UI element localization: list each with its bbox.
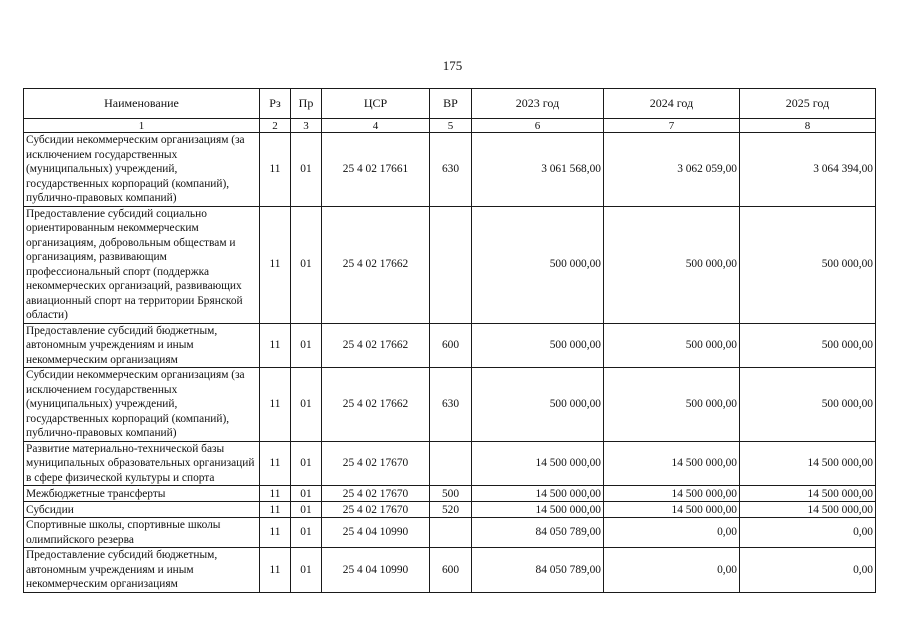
row-csr: 25 4 02 17662	[322, 368, 430, 442]
table-row	[24, 206, 876, 323]
row-rz: 11	[260, 206, 291, 323]
row-pr: 01	[291, 206, 322, 323]
row-rz: 11	[260, 323, 291, 368]
row-2023: 3 061 568,00	[472, 133, 604, 207]
column-number: 4	[322, 119, 430, 133]
row-rz: 11	[260, 548, 291, 593]
row-2023: 500 000,00	[472, 368, 604, 442]
row-rz: 11	[260, 502, 291, 518]
row-2024: 500 000,00	[604, 323, 740, 368]
row-vr: 630	[430, 133, 472, 207]
row-name: Предоставление субсидий социально ориентированным некоммерческим организациям, добровольным обществам и организациям, развивающим профессиональный спорт (поддержка некоммерческих организаций, развивающих авиационный спорт на территории Брянской области)	[24, 206, 260, 323]
row-vr: 600	[430, 323, 472, 368]
row-rz: 11	[260, 368, 291, 442]
row-2024: 0,00	[604, 518, 740, 548]
table-row	[24, 486, 876, 502]
column-number: 5	[430, 119, 472, 133]
row-name: Предоставление субсидий бюджетным, автономным учреждениям и иным некоммерческим организациям	[24, 323, 260, 368]
header-cell-pr: Пр	[291, 89, 322, 119]
row-2023: 14 500 000,00	[472, 502, 604, 518]
row-pr: 01	[291, 368, 322, 442]
row-pr: 01	[291, 502, 322, 518]
row-pr: 01	[291, 133, 322, 207]
row-2025: 0,00	[740, 548, 876, 593]
header-cell-rz: Рз	[260, 89, 291, 119]
row-2025: 500 000,00	[740, 368, 876, 442]
table-row	[24, 133, 876, 207]
row-vr: 600	[430, 548, 472, 593]
row-2025: 14 500 000,00	[740, 441, 876, 486]
row-2024: 14 500 000,00	[604, 441, 740, 486]
row-name: Субсидии некоммерческим организациям (за исключением государственных (муниципальных) учреждений, государственных корпораций (компаний), публично-правовых компаний)	[24, 133, 260, 207]
row-csr: 25 4 02 17662	[322, 323, 430, 368]
row-2024: 14 500 000,00	[604, 486, 740, 502]
row-vr: 630	[430, 368, 472, 442]
row-vr	[430, 441, 472, 486]
column-number: 3	[291, 119, 322, 133]
row-2023: 14 500 000,00	[472, 441, 604, 486]
column-number: 6	[472, 119, 604, 133]
row-vr: 500	[430, 486, 472, 502]
table-row	[24, 548, 876, 593]
row-2025: 14 500 000,00	[740, 502, 876, 518]
row-name: Субсидии	[24, 502, 260, 518]
row-pr: 01	[291, 486, 322, 502]
row-2025: 3 064 394,00	[740, 133, 876, 207]
row-pr: 01	[291, 548, 322, 593]
row-csr: 25 4 02 17670	[322, 486, 430, 502]
row-csr: 25 4 02 17670	[322, 502, 430, 518]
row-csr: 25 4 02 17670	[322, 441, 430, 486]
column-number: 2	[260, 119, 291, 133]
row-vr: 520	[430, 502, 472, 518]
row-name: Субсидии некоммерческим организациям (за исключением государственных (муниципальных) учреждений, государственных корпораций (компаний), публично-правовых компаний)	[24, 368, 260, 442]
column-number: 7	[604, 119, 740, 133]
row-2023: 84 050 789,00	[472, 548, 604, 593]
header-cell-2025: 2025 год	[740, 89, 876, 119]
row-pr: 01	[291, 441, 322, 486]
header-cell-name: Наименование	[24, 89, 260, 119]
column-number-row	[24, 119, 876, 133]
row-csr: 25 4 02 17662	[322, 206, 430, 323]
row-name: Развитие материально-технической базы муниципальных образовательных организаций в сфере физической культуры и спорта	[24, 441, 260, 486]
row-2025: 14 500 000,00	[740, 486, 876, 502]
row-name: Спортивные школы, спортивные школы олимпийского резерва	[24, 518, 260, 548]
column-number: 1	[24, 119, 260, 133]
row-2024: 3 062 059,00	[604, 133, 740, 207]
header-cell-vr: ВР	[430, 89, 472, 119]
table-row	[24, 368, 876, 442]
row-2024: 500 000,00	[604, 206, 740, 323]
row-2025: 500 000,00	[740, 323, 876, 368]
row-vr	[430, 206, 472, 323]
table-row	[24, 323, 876, 368]
row-2023: 500 000,00	[472, 323, 604, 368]
row-vr	[430, 518, 472, 548]
table-row	[24, 502, 876, 518]
row-csr: 25 4 04 10990	[322, 518, 430, 548]
row-2024: 0,00	[604, 548, 740, 593]
row-name: Предоставление субсидий бюджетным, автономным учреждениям и иным некоммерческим организациям	[24, 548, 260, 593]
table-row	[24, 441, 876, 486]
row-2024: 500 000,00	[604, 368, 740, 442]
row-name: Межбюджетные трансферты	[24, 486, 260, 502]
row-2023: 500 000,00	[472, 206, 604, 323]
row-rz: 11	[260, 518, 291, 548]
row-pr: 01	[291, 323, 322, 368]
row-2023: 14 500 000,00	[472, 486, 604, 502]
row-pr: 01	[291, 518, 322, 548]
row-csr: 25 4 04 10990	[322, 548, 430, 593]
page-number: 175	[442, 58, 463, 73]
row-csr: 25 4 02 17661	[322, 133, 430, 207]
row-rz: 11	[260, 133, 291, 207]
header-cell-2023: 2023 год	[472, 89, 604, 119]
row-2025: 0,00	[740, 518, 876, 548]
row-rz: 11	[260, 441, 291, 486]
row-2025: 500 000,00	[740, 206, 876, 323]
row-2024: 14 500 000,00	[604, 502, 740, 518]
header-cell-csr: ЦСР	[322, 89, 430, 119]
row-rz: 11	[260, 486, 291, 502]
header-cell-2024: 2024 год	[604, 89, 740, 119]
column-number: 8	[740, 119, 876, 133]
row-2023: 84 050 789,00	[472, 518, 604, 548]
budget-table	[23, 88, 876, 593]
header-row	[24, 89, 876, 119]
table-row	[24, 518, 876, 548]
